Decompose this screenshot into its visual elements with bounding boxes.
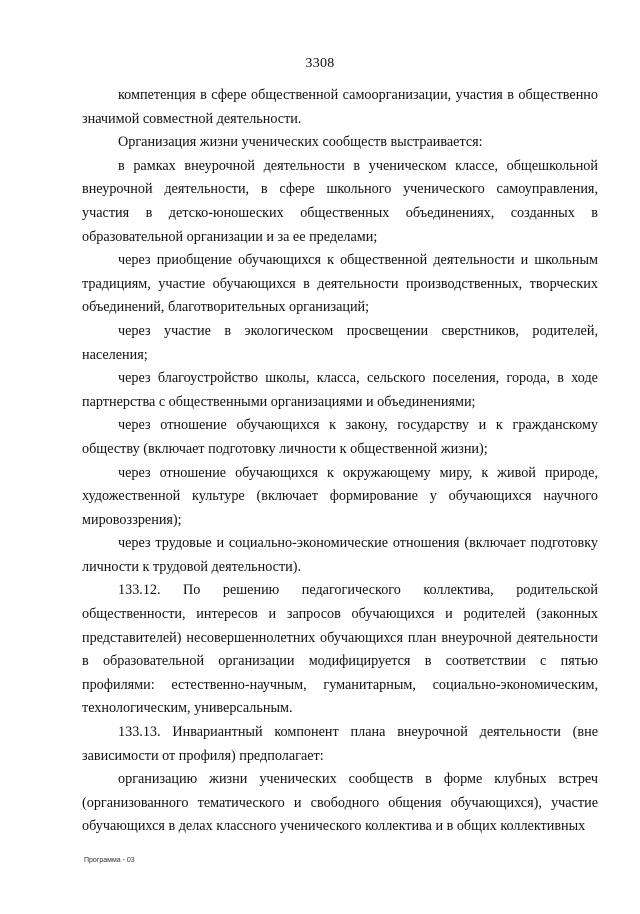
paragraph-club-meetings: организацию жизни ученических сообществ в форме клубных встреч (организованного тематического и свободного общения обучающихся), участие обучающихся в делах классного ученического коллектива и в общих коллективных — [82, 771, 598, 835]
document-body — [82, 84, 598, 839]
page-number: 3308 — [305, 56, 335, 71]
paragraph-labor: через трудовые и социально-экономические отношения (включает подготовку личности к трудовой деятельности). — [82, 535, 598, 575]
paragraph-organization-intro: Организация жизни ученических сообществ выстраивается: — [118, 134, 483, 151]
paragraph-law: через отношение обучающихся к закону, государству и к гражданскому обществу (включает подготовку личности к общественной жизни); — [82, 417, 598, 457]
paragraph-competence: компетенция в сфере общественной самоорганизации, участия в общественно значимой совместной деятельности. — [82, 87, 598, 127]
paragraph-public-activity: через приобщение обучающихся к общественной деятельности и школьным традициям, участие обучающихся в деятельности производственных, творческих объединений, благотворительных организаций; — [82, 252, 598, 316]
paragraph-extracurricular: в рамках внеурочной деятельности в ученическом классе, общешкольной внеурочной деятельности, в сфере школьного ученического самоуправления, участия в детско-юношеских общественных объединениях, созданных в образовательной организации и за ее пределами; — [82, 157, 598, 245]
paragraph-133-12: 133.12. По решению педагогического коллектива, родительской общественности, интересов и запросов обучающихся и родителей (законных представителей) несовершеннолетних обучающихся план внеурочной деятельности в образовательной организации модифицируется в соответствии с пятью профилями: естественно-научным, гуманитарным, социально-экономическим, технологическим, универсальным. — [82, 582, 598, 717]
footer-note: Программа - 03 — [84, 857, 135, 864]
paragraph-improvement: через благоустройство школы, класса, сельского поселения, города, в ходе партнерства с общественными организациями и объединениями; — [82, 370, 598, 410]
paragraph-ecology: через участие в экологическом просвещении сверстников, родителей, населения; — [82, 322, 598, 363]
paragraph-133-13: 133.13. Инвариантный компонент плана внеурочной деятельности (вне зависимости от профиля) предполагает: — [82, 724, 598, 764]
paragraph-world: через отношение обучающихся к окружающему миру, к живой природе, художественной культуре (включает формирование у обучающихся научного мировоззрения); — [82, 464, 598, 528]
